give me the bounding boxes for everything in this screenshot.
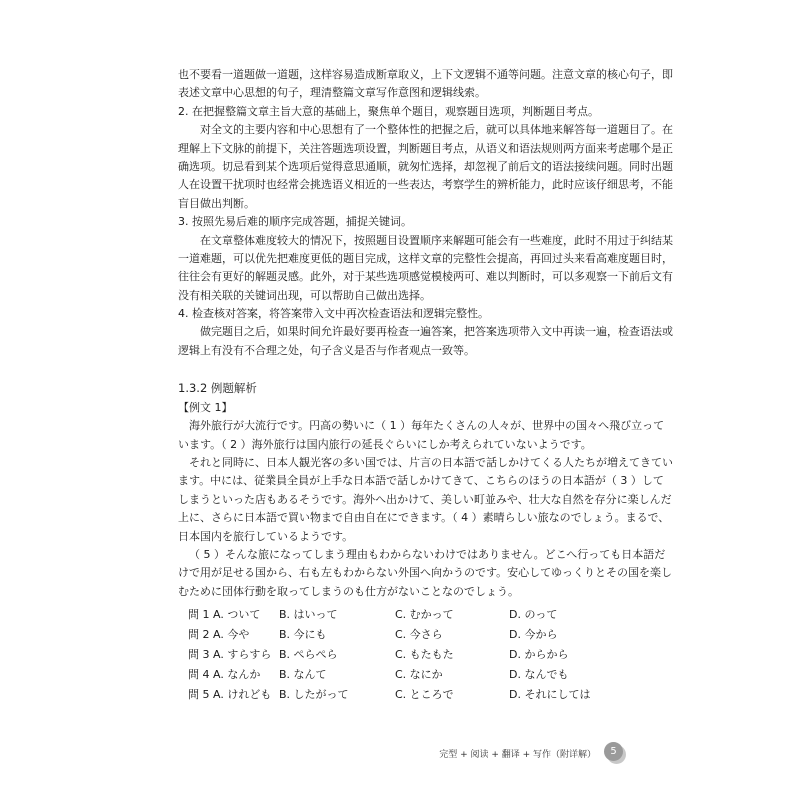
question-row (178, 605, 624, 625)
option-b: B. はいって (279, 608, 338, 622)
option-c: C. 今さら (395, 628, 443, 642)
body-text (178, 66, 673, 360)
paragraph-line: 做完题目之后，如果时间允许最好要再检查一遍答案，把答案选项带入文中再读一遍，检查语法或 (200, 325, 673, 339)
option-a: 問 2 A. 今や (188, 628, 250, 642)
option-a: 問 4 A. なんか (188, 668, 261, 682)
option-a: 問 5 A. けれども (188, 688, 272, 702)
option-a: 問 1 A. ついて (188, 608, 261, 622)
section-heading: 1.3.2 例题解析 (178, 381, 257, 396)
option-c: C. ところで (395, 688, 454, 702)
option-b: B. なんて (279, 668, 327, 682)
spacer (178, 360, 624, 378)
example-label: 【例文 1】 (178, 401, 233, 415)
page-content (178, 66, 673, 705)
paragraph-line: 一道难题，可以优先把难度更低的题目完成，这样文章的完整性会提高，再回过头来看高难度题目时， (178, 251, 673, 265)
paragraph-line: 在文章整体难度较大的情况下，按照题目设置顺序来解题可能会有一些难度，此时不用过于纠结某 (200, 233, 673, 247)
option-d: D. なんでも (509, 668, 569, 682)
passage-line: けで用が足せる国から、右も左もわからない外国へ向かうのです。安心してゆっくりとその国を楽し (178, 566, 673, 580)
option-b: B. ぺらぺら (279, 648, 338, 662)
paragraph-line: 盲目做出判断。 (178, 196, 255, 210)
option-d: D. のって (509, 608, 558, 622)
passage-line: 上に、さらに日本語で買い物まで自由自在にできます。（ 4 ）素晴らしい旅なのでしょう。まるで、 (178, 511, 670, 525)
option-b: B. したがって (279, 688, 349, 702)
page-footer (439, 742, 626, 764)
question-row (178, 685, 624, 705)
page-number-badge (604, 742, 626, 764)
paragraph-line: 3. 按照先易后难的顺序完成答题，捕捉关键词。 (178, 215, 412, 229)
passage-line: 日本国内を旅行しているようです。 (178, 529, 354, 543)
paragraph-line: 2. 在把握整篇文章主旨大意的基础上，聚焦单个题目，观察题目选项，判断题目考点。 (178, 104, 599, 118)
passage-line: それと同時に、日本人観光客の多い国では、片言の日本語で話しかけてくる人たちが増えてきてい (189, 456, 673, 470)
question-row (178, 645, 624, 665)
option-c: C. なにか (395, 668, 443, 682)
footer-text: 完型 + 阅读 + 翻译 + 写作（附详解） (439, 749, 596, 760)
option-d: D. それにしては (509, 688, 591, 702)
paragraph-line: 理解上下文脉的前提下，关注答题选项设置，判断题目考点，从语义和语法规则两方面来考虑哪个是正 (178, 141, 673, 155)
question-row (178, 665, 624, 685)
paragraph-line: 逻辑上有没有不合理之处，句子含义是否与作者观点一致等。 (178, 343, 475, 357)
question-row (178, 625, 624, 645)
option-b: B. 今にも (279, 628, 327, 642)
option-d: D. 今から (509, 628, 558, 642)
passage-line: むために団体行動を取ってしまうのも仕方がないことなのでしょう。 (178, 584, 519, 598)
paragraph-line: 也不要看一道题做一道题，这样容易造成断章取义，上下文逻辑不通等问题。注意文章的核心句子，即 (178, 68, 673, 81)
question-table (178, 605, 624, 705)
passage-line: 海外旅行が大流行です。円高の勢いに（ 1 ）毎年たくさんの人々が、世界中の国々へ飛び立って (189, 419, 665, 433)
paragraph-line: 没有相关联的关键词出现，可以帮助自己做出选择。 (178, 288, 431, 302)
paragraph-line: 确选项。切忌看到某个选项后觉得意思通顺，就匆忙选择，却忽视了前后文的语法接续问题。同时出题 (178, 159, 673, 173)
paragraph-line: 往往会有更好的解题灵感。此外，对于某些选项感觉模棱两可、难以判断时，可以多观察一下前后文有 (178, 270, 673, 284)
paragraph-line: 4. 检查核对答案，将答案带入文中再次检查语法和逻辑完整性。 (178, 307, 489, 321)
option-c: C. もたもた (395, 648, 454, 662)
passage-line: ます。中には、従業員全員が上手な日本語で話しかけてきて、こちらのほうの日本語が（ 3 ）して (178, 474, 664, 488)
passage-line: （ 5 ）そんな旅になってしまう理由もわからないわけではありません。どこへ行っても日本語だ (189, 547, 666, 561)
paragraph-line: 表述文章中心思想的句子，理清整篇文章写作意图和逻辑线索。 (178, 86, 486, 100)
option-c: C. むかって (395, 608, 454, 622)
page-number: 5 (604, 742, 623, 761)
option-a: 問 3 A. すらすら (188, 648, 272, 662)
paragraph-line: 对全文的主要内容和中心思想有了一个整体性的把握之后，就可以具体地来解答每一道题目了。在 (200, 123, 673, 137)
passage-line: しまうといった店もあるそうです。海外へ出かけて、美しい町並みや、壮大な自然を存分に楽しんだ (178, 492, 672, 506)
option-d: D. からから (509, 648, 569, 662)
paragraph-line: 人在设置干扰项时也经常会挑选语义相近的一些表达，考察学生的辨析能力，此时应该仔细思考，不能 (178, 178, 673, 192)
passage-line: います。（ 2 ）海外旅行は国内旅行の延長ぐらいにしか考えられていないようです。 (178, 437, 592, 451)
passage-text (178, 417, 673, 601)
